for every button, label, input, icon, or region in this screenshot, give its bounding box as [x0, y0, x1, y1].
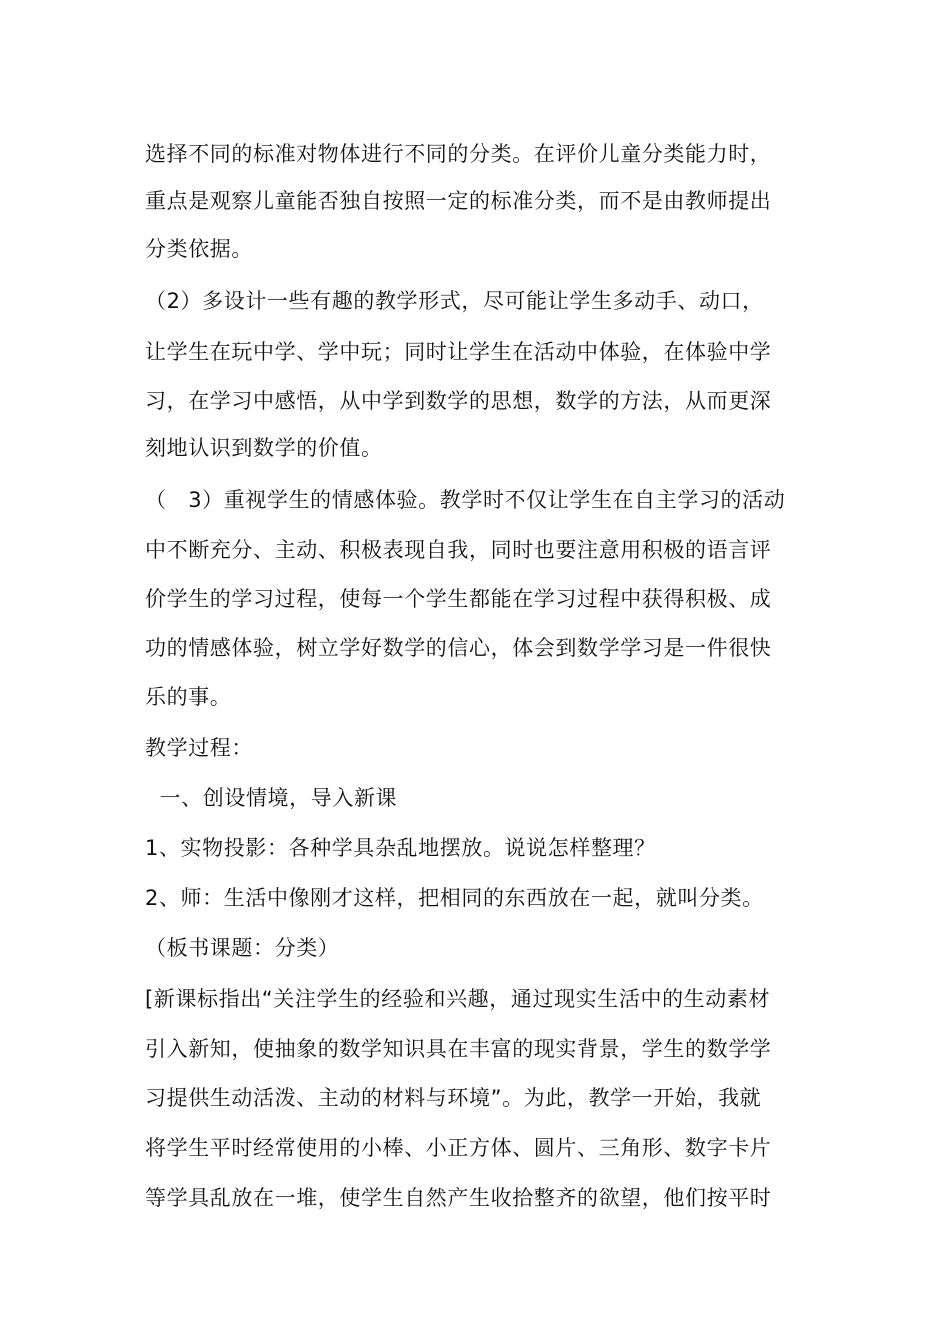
- text-line: 重点是观察儿童能否独自按照一定的标准分类，而不是由教师提出: [145, 189, 772, 213]
- text-line: 价学生的学习过程，使每一个学生都能在学习过程中获得积极、成: [145, 587, 772, 611]
- text-line: [新课标指出“关注学生的经验和兴趣，通过现实生活中的生动素材: [145, 987, 771, 1011]
- text-line: 2、师：生活中像刚才这样，把相同的东西放在一起，就叫分类。: [145, 886, 764, 910]
- text-line: 1、实物投影：各种学具杂乱地摆放。说说怎样整理？: [145, 836, 656, 860]
- text-line: 乐的事。: [145, 685, 232, 709]
- text-line: （板书课题：分类）: [145, 936, 340, 960]
- text-line: 中不断充分、主动、积极表现自我，同时也要注意用积极的语言评: [145, 538, 772, 562]
- text-line: 教学过程：: [145, 736, 253, 760]
- text-line: 习，在学习中感悟，从中学到数学的思想，数学的方法，从而更深: [145, 389, 772, 413]
- text-line: 让学生在玩中学、学中玩；同时让学生在活动中体验，在体验中学: [145, 340, 772, 364]
- text-line: 习提供生动活泼、主动的材料与环境”。为此，教学一开始，我就: [145, 1086, 762, 1110]
- text-line: 选择不同的标准对物体进行不同的分类。在评价儿童分类能力时，: [145, 142, 772, 166]
- text-line: 功的情感体验，树立学好数学的信心，体会到数学学习是一件很快: [145, 636, 772, 660]
- text-line: （ 3）重视学生的情感体验。教学时不仅让学生在自主学习的活动: [145, 488, 786, 512]
- text-line: 将学生平时经常使用的小棒、小正方体、圆片、三角形、数字卡片: [145, 1136, 772, 1160]
- text-line: （2）多设计一些有趣的教学形式，尽可能让学生多动手、动口，: [145, 289, 764, 313]
- text-line: 刻地认识到数学的价值。: [145, 436, 383, 460]
- text-line: 引入新知，使抽象的数学知识具在丰富的现实背景，学生的数学学: [145, 1037, 772, 1061]
- section-heading: 一、创设情境，导入新课: [145, 786, 398, 810]
- text-line: 分类依据。: [145, 237, 253, 261]
- text-line: 等学具乱放在一堆，使学生自然产生收拾整齐的欲望，他们按平时: [145, 1186, 772, 1210]
